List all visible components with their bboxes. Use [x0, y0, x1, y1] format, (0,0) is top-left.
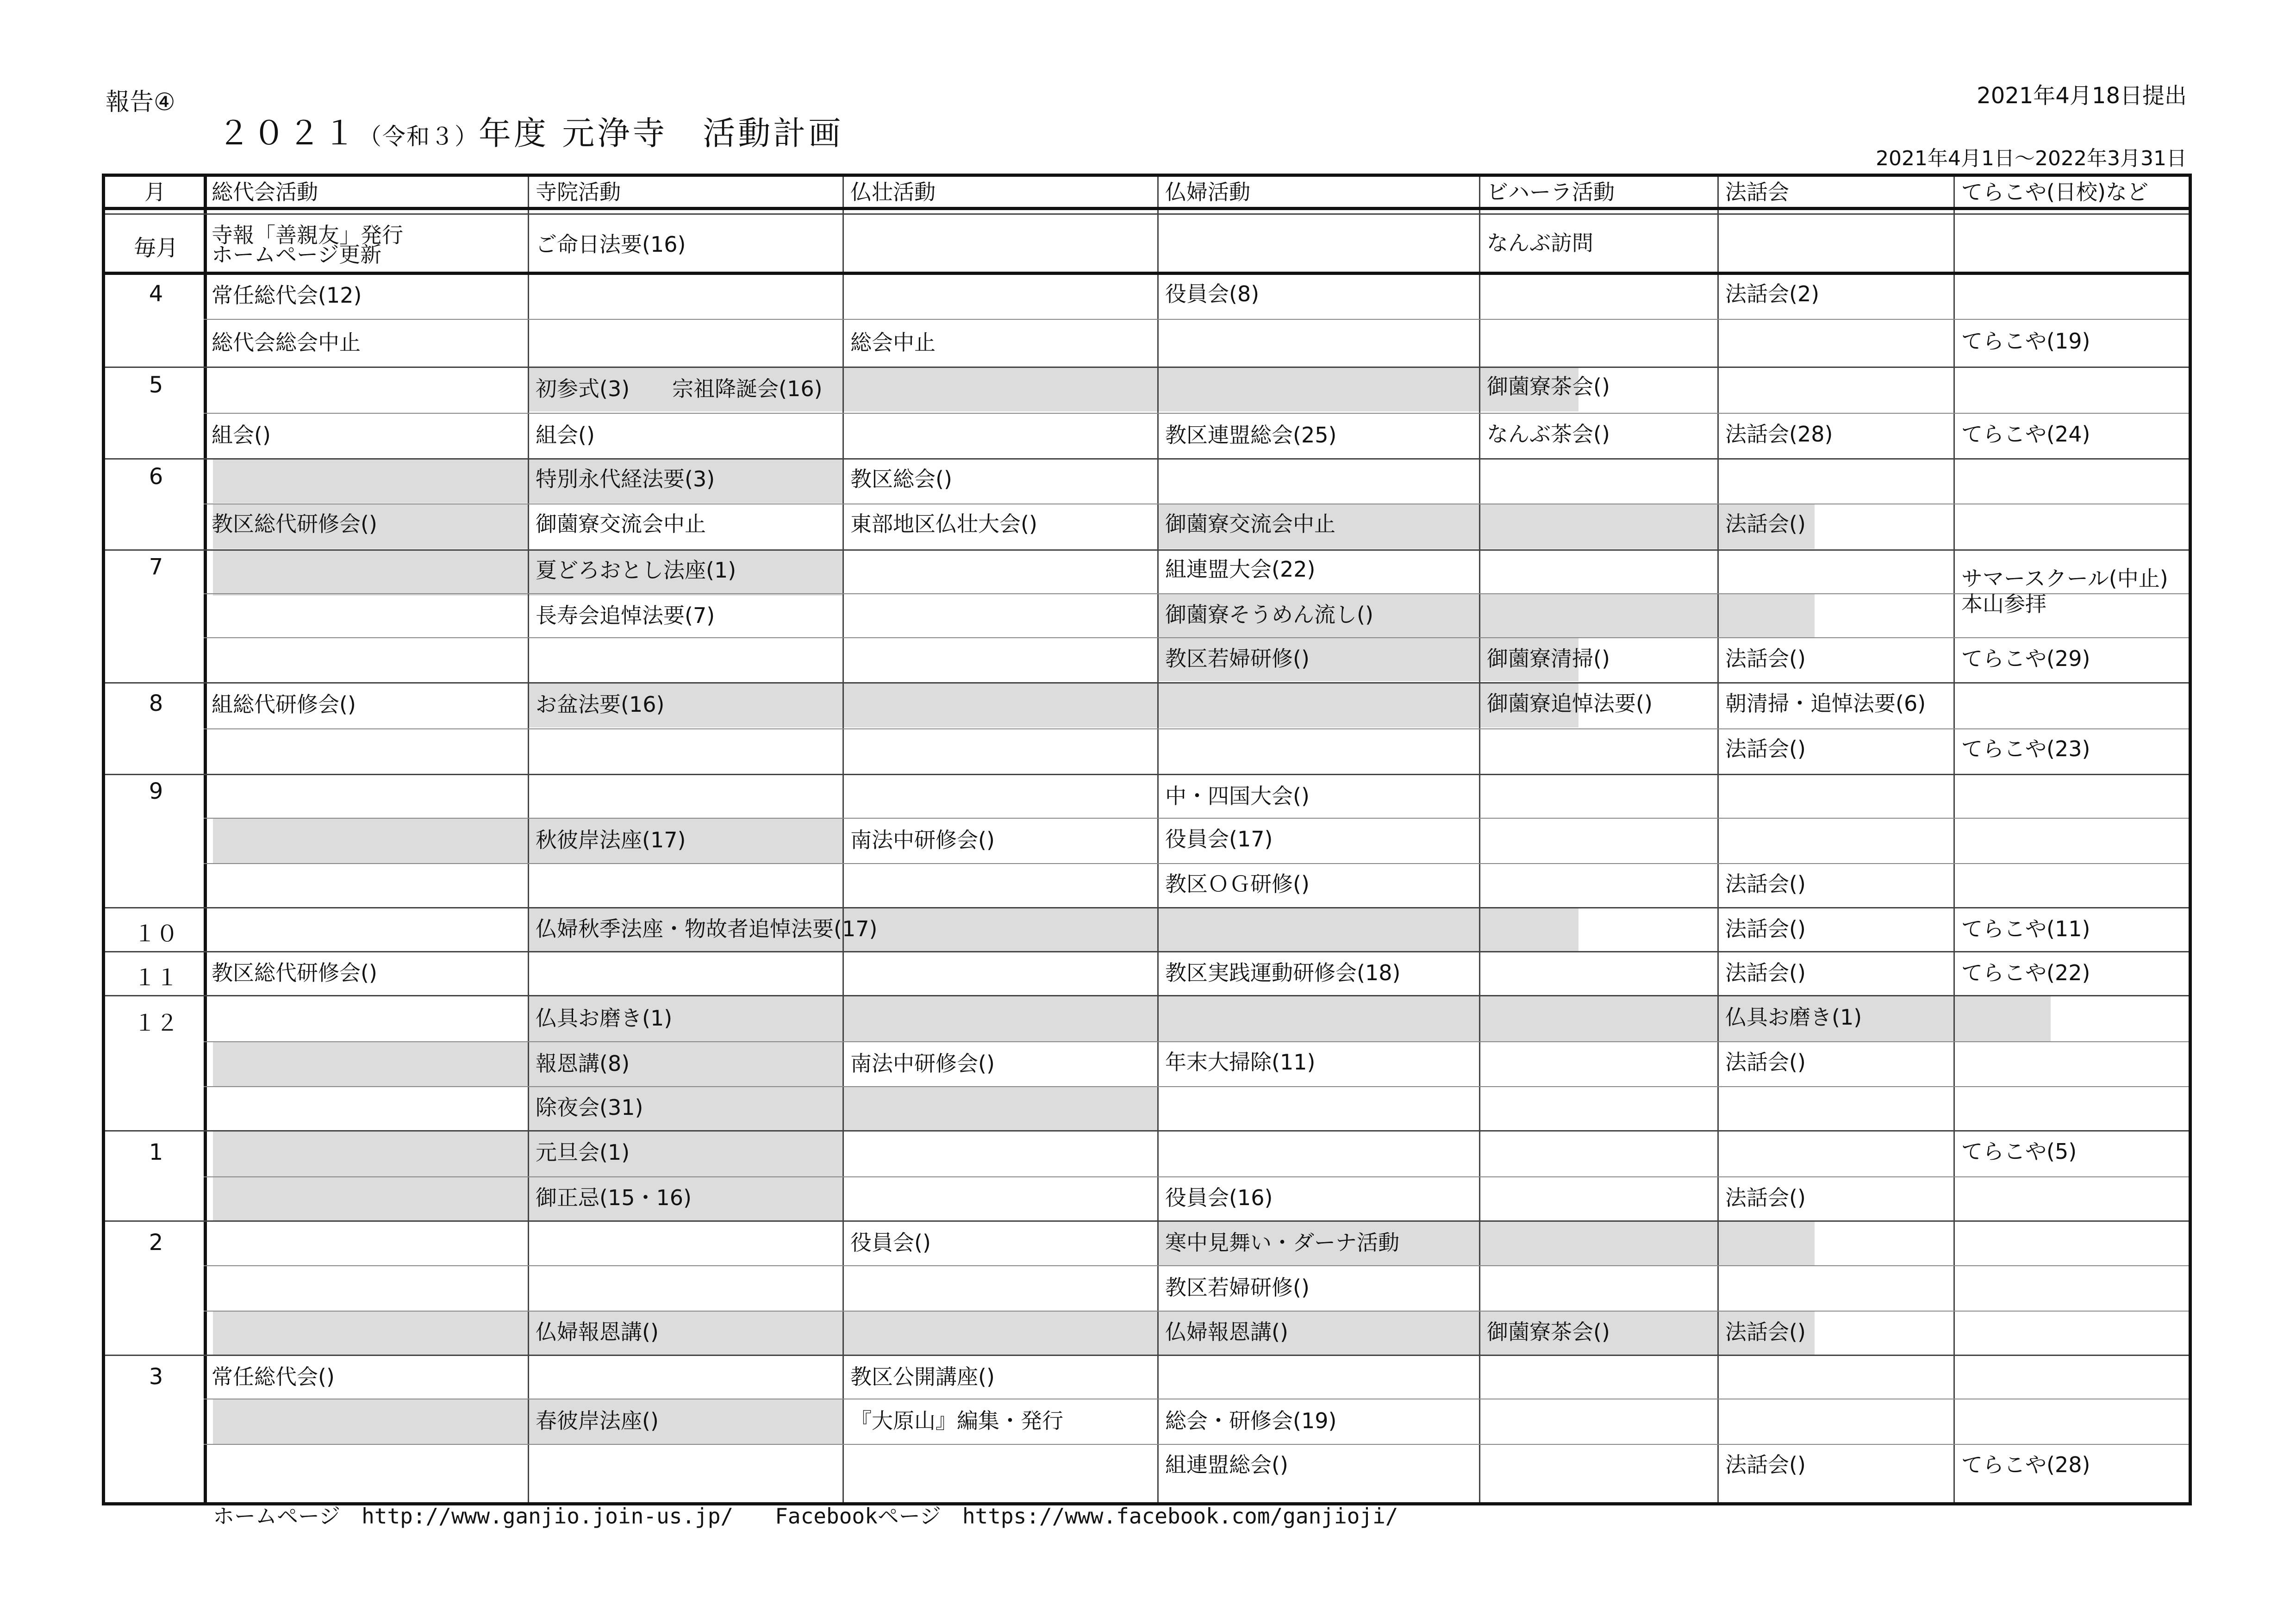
cell-text: 法話会() [1725, 871, 1806, 896]
shade-band [528, 684, 1578, 728]
cell-text: ホームページ更新 [212, 242, 382, 267]
month-label: 7 [149, 554, 163, 580]
document-title [218, 107, 843, 154]
cell-text: 特別永代経法要(3) [536, 466, 715, 491]
month-label: 8 [149, 690, 163, 716]
cell-text: 教区総会() [850, 466, 952, 491]
cell-text: 御薗寮茶会() [1487, 1319, 1610, 1344]
cell-text: 御薗寮交流会中止 [1165, 511, 1335, 536]
cell-text: 役員会(16) [1165, 1185, 1273, 1210]
cell-text: 常任総代会(12) [212, 283, 362, 308]
cell-text: 仏具お磨き(1) [1725, 1005, 1862, 1030]
cell-text: 仏具お磨き(1) [536, 1006, 673, 1031]
cell-text: てらこや(29) [1961, 646, 2090, 671]
cell-text: 中・四国大会() [1165, 784, 1310, 808]
cell-text: 組総代研修会() [212, 692, 356, 717]
cell-text: 教区若婦研修() [1165, 1275, 1310, 1300]
cell-text: サマースクール(中止) [1961, 566, 2168, 591]
cell-text: 法話会() [1725, 960, 1806, 985]
col-header-sodai: 総代会活動 [212, 180, 318, 205]
cell-text: 組会() [536, 423, 595, 448]
cell-text: 組会() [212, 423, 271, 448]
cell-text: 役員会() [850, 1230, 931, 1255]
cell-text: 法話会() [1725, 1319, 1806, 1344]
cell-text: 長寿会追悼法要(7) [536, 603, 715, 628]
cell-text: てらこや(23) [1961, 736, 2090, 761]
cell-text: 御薗寮茶会() [1487, 374, 1610, 399]
cell-text: 法話会() [1725, 736, 1806, 761]
month-label: １２ [133, 1010, 178, 1036]
cell-text: 総会中止 [850, 330, 936, 355]
cell-text: 組連盟総会() [1165, 1452, 1288, 1477]
cell-text: 法話会() [1725, 1050, 1806, 1075]
cell-text: 東部地区仏壮大会() [850, 511, 1037, 536]
cell-text: なんぶ茶会() [1487, 422, 1610, 447]
plan-period: 2021年4月1日～2022年3月31日 [1876, 147, 2187, 170]
cell-text: 春彼岸法座() [536, 1408, 659, 1433]
cell-text: てらこや(24) [1961, 422, 2090, 447]
cell-text: 御薗寮追悼法要() [1487, 691, 1653, 716]
cell-text: 本山参拝 [1961, 591, 2046, 616]
col-header-sou: 仏壮活動 [850, 180, 936, 205]
cell-text: 御薗寮交流会中止 [536, 511, 706, 536]
title-main: 年度 元浄寺 活動計画 [479, 114, 844, 152]
col-header-jiin: 寺院活動 [536, 180, 621, 205]
cell-text: 夏どろおとし法座(1) [536, 558, 736, 583]
cell-text: 仏婦報恩講() [536, 1319, 659, 1344]
col-header-terakoya: てらこや(日校)など [1961, 180, 2148, 205]
cell-text: 御正忌(15・16) [536, 1185, 692, 1210]
cell-text: てらこや(11) [1961, 916, 2090, 941]
cell-text: 総代会総会中止 [212, 330, 361, 355]
cell-text: 御薗寮そうめん流し() [1165, 602, 1373, 627]
cell-text: 役員会(8) [1165, 281, 1260, 306]
title-era: （令和３） [358, 123, 479, 150]
cell-text: 南法中研修会() [850, 827, 995, 852]
cell-text: 秋彼岸法座(17) [536, 827, 686, 852]
month-label: 9 [149, 778, 163, 804]
cell-text: てらこや(19) [1961, 329, 2090, 354]
cell-text: 教区総代研修会() [212, 960, 377, 985]
col-header-vihara: ビハーラ活動 [1487, 180, 1615, 205]
footer-links [213, 1499, 1440, 1530]
cell-text: 寒中見舞い・ダーナ活動 [1165, 1230, 1399, 1255]
cell-text: 役員会(17) [1165, 827, 1273, 852]
cell-text: 教区総代研修会() [212, 511, 377, 536]
cell-text: 御薗寮清掃() [1487, 646, 1610, 671]
cell-text: 年末大掃除(11) [1165, 1050, 1316, 1075]
cell-text: 法話会() [1725, 511, 1806, 536]
cell-text: 南法中研修会() [850, 1051, 995, 1076]
cell-text: 法話会() [1725, 1185, 1806, 1210]
cell-text: 教区連盟総会(25) [1165, 423, 1337, 448]
cell-text: 元旦会(1) [536, 1140, 630, 1165]
cell-text: 教区若婦研修() [1165, 646, 1310, 671]
cell-text: 除夜会(31) [536, 1095, 643, 1120]
cell-text: 朝清掃・追悼法要(6) [1725, 691, 1926, 716]
title-year: ２０２１ [218, 114, 358, 152]
cell-text: 法話会() [1725, 916, 1806, 941]
month-label: 1 [149, 1139, 163, 1165]
month-label: 3 [149, 1364, 163, 1390]
month-label: １０ [133, 921, 178, 947]
cell-text: 『大原山』編集・発行 [850, 1408, 1063, 1433]
cell-text: 総会・研修会(19) [1165, 1408, 1337, 1433]
submit-date: 2021年4月18日提出 [1977, 83, 2187, 109]
cell-text: 組連盟大会(22) [1165, 557, 1316, 582]
activity-plan-table [102, 174, 2192, 1505]
cell-text: てらこや(22) [1961, 960, 2090, 985]
cell-text: 教区ＯＧ研修() [1165, 871, 1310, 896]
cell-text: 法話会(2) [1725, 281, 1820, 306]
cell-text: 法話会() [1725, 646, 1806, 671]
facebook-link[interactable]: Facebookページ https://www.facebook.com/ganjioji/ [775, 1504, 1398, 1529]
cell-text: 法話会() [1725, 1452, 1806, 1477]
homepage-link[interactable]: ホームページ http://www.ganjio.join-us.jp/ [213, 1504, 734, 1529]
cell-text: 教区公開講座() [850, 1364, 995, 1389]
report-label: 報告④ [106, 88, 175, 116]
cell-text: 報恩講(8) [536, 1051, 630, 1076]
cell-text: てらこや(28) [1961, 1452, 2090, 1477]
month-label: １１ [133, 965, 178, 991]
cell-text: てらこや(5) [1961, 1139, 2077, 1164]
cell-text: 教区実践運動研修会(18) [1165, 960, 1401, 985]
cell-text: お盆法要(16) [536, 692, 665, 717]
col-header-month: 月 [144, 180, 166, 205]
cell-text: 寺報「善親友」発行 [212, 223, 403, 248]
cell-text: 仏婦報恩講() [1165, 1319, 1288, 1344]
cell-text: なんぶ訪問 [1487, 230, 1593, 255]
cell-text: 法話会(28) [1725, 422, 1833, 447]
col-header-howa: 法話会 [1725, 180, 1789, 205]
month-label: 2 [149, 1230, 163, 1256]
cell-text: 常任総代会() [212, 1364, 335, 1389]
col-header-fujin: 仏婦活動 [1165, 180, 1250, 205]
month-label: 4 [149, 281, 163, 307]
cell-text: ご命日法要(16) [536, 232, 686, 257]
month-label: 6 [149, 464, 163, 490]
month-label: 5 [149, 372, 163, 398]
cell-text: 仏婦秋季法座・物故者追悼法要(17) [536, 916, 878, 941]
month-label: 毎月 [133, 235, 178, 261]
cell-text: 初参式(3) 宗祖降誕会(16) [536, 376, 823, 401]
